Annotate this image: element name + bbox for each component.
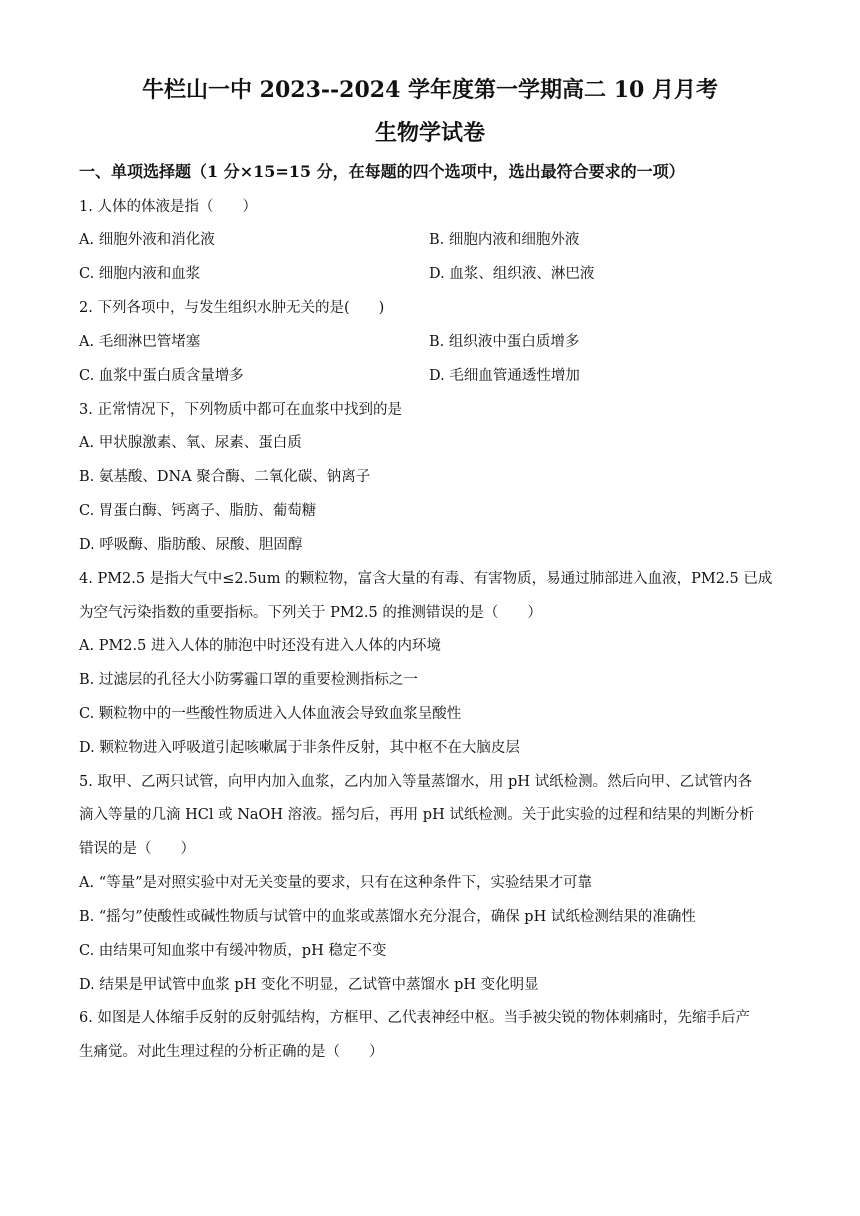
question-3-option-b: B. 氨基酸、DNA 聚合酶、二氧化碳、钠离子	[79, 469, 371, 485]
section-heading: 一、单项选择题（1 分×15=15 分，在每题的四个选项中，选出最符合要求的一项）	[79, 162, 685, 181]
question-2-stem: 2. 下列各项中，与发生组织水肿无关的是( )	[79, 300, 385, 316]
question-1-option-b: B. 细胞内液和细胞外液	[429, 232, 580, 248]
question-5-stem-line-2: 滴入等量的几滴 HCl 或 NaOH 溶液。摇匀后，再用 pH 试纸检测。关于此实验的过程和结果的判断分析	[79, 807, 754, 823]
question-5-option-d: D. 结果是甲试管中血浆 pH 变化不明显，乙试管中蒸馏水 pH 变化明显	[79, 977, 539, 993]
question-4-stem-line-1: 4. PM2.5 是指大气中≤2.5um 的颗粒物，富含大量的有毒、有害物质，易通过肺部进入血液，PM2.5 已成	[79, 571, 773, 587]
question-4-option-c: C. 颗粒物中的一些酸性物质进入人体血液会导致血浆呈酸性	[79, 706, 462, 722]
question-2-option-b: B. 组织液中蛋白质增多	[429, 334, 580, 350]
question-6-stem-line-2: 生痛觉。对此生理过程的分析正确的是（ ）	[79, 1044, 384, 1060]
question-1-stem: 1. 人体的体液是指（ ）	[79, 199, 257, 215]
question-3-option-c: C. 胃蛋白酶、钙离子、脂肪、葡萄糖	[79, 503, 317, 519]
question-5-option-c: C. 由结果可知血浆中有缓冲物质，pH 稳定不变	[79, 943, 387, 959]
question-3-stem: 3. 正常情况下，下列物质中都可在血浆中找到的是	[79, 402, 402, 418]
question-1-option-c: C. 细胞内液和血浆	[79, 266, 201, 282]
question-2-option-d: D. 毛细血管通透性增加	[429, 368, 580, 384]
question-1-option-a: A. 细胞外液和消化液	[79, 232, 215, 248]
question-4-stem-line-2: 为空气污染指数的重要指标。下列关于 PM2.5 的推测错误的是（ ）	[79, 605, 542, 621]
question-2-option-a: A. 毛细淋巴管堵塞	[79, 334, 201, 350]
question-5-stem-line-3: 错误的是（ ）	[79, 841, 195, 857]
question-1-option-d: D. 血浆、组织液、淋巴液	[429, 266, 595, 282]
question-3-option-d: D. 呼吸酶、脂肪酸、尿酸、胆固醇	[79, 537, 303, 553]
question-4-option-d: D. 颗粒物进入呼吸道引起咳嗽属于非条件反射，其中枢不在大脑皮层	[79, 740, 520, 756]
question-6-stem-line-1: 6. 如图是人体缩手反射的反射弧结构，方框甲、乙代表神经中枢。当手被尖锐的物体刺痛时，先缩手后产	[79, 1010, 750, 1026]
question-5-stem-line-1: 5. 取甲、乙两只试管，向甲内加入血浆，乙内加入等量蒸馏水，用 pH 试纸检测。然后向甲、乙试管内各	[79, 774, 753, 790]
question-2-option-c: C. 血浆中蛋白质含量增多	[79, 368, 244, 384]
exam-subject-title: 生物学试卷	[374, 120, 485, 146]
question-5-option-b: B. “摇匀”使酸性或碱性物质与试管中的血浆或蒸馏水充分混合，确保 pH 试纸检测结果的准确性	[79, 909, 696, 925]
question-4-option-a: A. PM2.5 进入人体的肺泡中时还没有进入人体的内环境	[79, 638, 441, 654]
question-5-option-a: A. “等量”是对照实验中对无关变量的要求，只有在这种条件下，实验结果才可靠	[79, 875, 593, 891]
question-4-option-b: B. 过滤层的孔径大小防雾霾口罩的重要检测指标之一	[79, 672, 418, 688]
exam-title: 牛栏山一中 2023--2024 学年度第一学期高二 10 月月考	[142, 77, 718, 103]
question-3-option-a: A. 甲状腺激素、氧、尿素、蛋白质	[79, 435, 302, 451]
